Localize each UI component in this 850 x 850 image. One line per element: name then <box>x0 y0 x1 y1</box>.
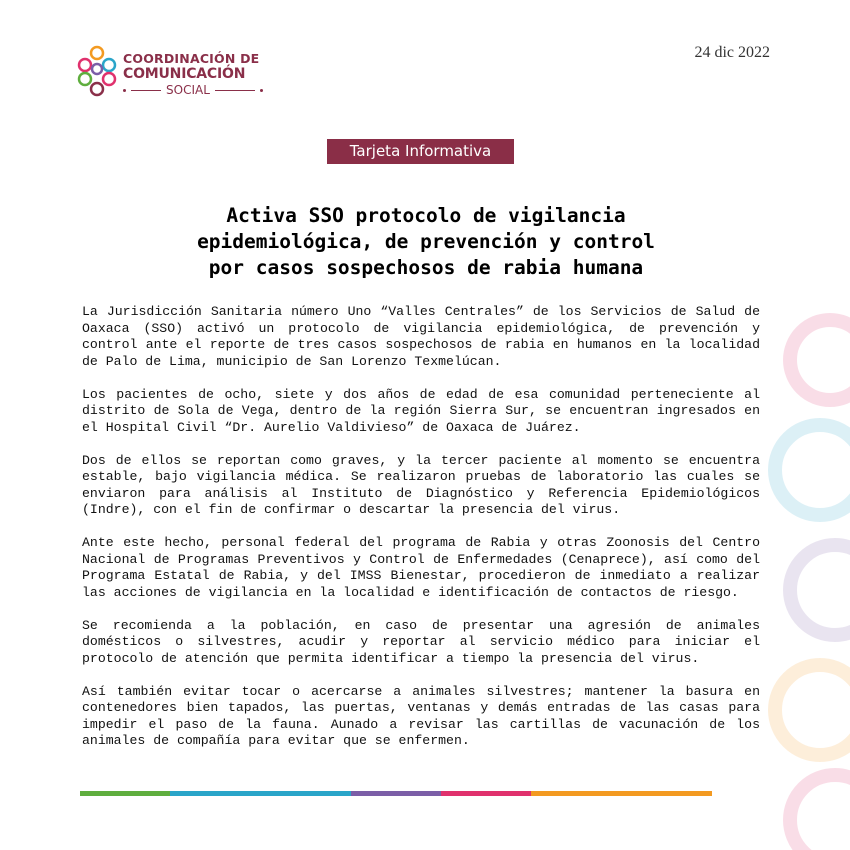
logo-icon <box>77 45 117 97</box>
document-type-badge: Tarjeta Informativa <box>327 139 514 164</box>
title-line-1: Activa SSO protocolo de vigilancia <box>226 204 626 227</box>
footer-rule-segment <box>170 791 260 796</box>
document-body <box>82 304 760 766</box>
decorative-watermark <box>720 300 850 850</box>
logo-wordmark <box>123 52 263 97</box>
footer-rule-segment <box>441 791 531 796</box>
paragraph: Se recomienda a la población, en caso de presentar una agresión de animales domésticos o silvestres, acudir y reportar al servicio médico para iniciar el protocolo de atención que permita identificar a tiempo la presencia del virus. <box>82 617 760 666</box>
footer-rule-segment <box>531 791 621 796</box>
logo-line-1: COORDINACIÓN DE <box>123 51 260 66</box>
paragraph: Ante este hecho, personal federal del programa de Rabia y otras Zoonosis del Centro Nacional de Programas Preventivos y Control de Enfermedades (Cenaprece), así como del Programa Estatal de Rabia, y del IMSS Bienestar, procedieron de inmediato a realizar las acciones de vigilancia en la localidad e identificación de contactos de riesgo. <box>82 535 760 600</box>
logo-line-2: COMUNICACIÓN <box>123 66 246 82</box>
document-date: 24 dic 2022 <box>694 44 770 61</box>
title-line-2: epidemiológica, de prevención y control <box>197 230 655 253</box>
title-line-3: por casos sospechosos de rabia humana <box>208 256 644 279</box>
footer-rule-segment <box>351 791 441 796</box>
footer-color-rule <box>80 791 712 796</box>
paragraph: Los pacientes de ocho, siete y dos años de edad de esa comunidad perteneciente al distrito de Sola de Vega, dentro de la región Sierra Sur, se encuentran ingresados en el Hospital Civil “Dr. Aurelio Valdivieso” de Oaxaca de Juárez. <box>82 386 760 435</box>
footer-rule-segment <box>622 791 712 796</box>
paragraph: Dos de ellos se reportan como graves, y la tercer paciente al momento se encuentra estable, bajo vigilancia médica. Se realizaron pruebas de laboratorio las cuales se enviaron para análisis al Instituto de Diagnóstico y Referencia Epidemiológicos (Indre), con el fin de confirmar o descartar la presencia del virus. <box>82 452 760 517</box>
footer-rule-segment <box>80 791 170 796</box>
paragraph: Así también evitar tocar o acercarse a animales silvestres; mantener la basura en contenedores bien tapados, las puertas, ventanas y demás entradas de las casas para impedir el paso de la fauna. Aunado a revisar las cartillas de vacunación de los animales de compañía para evitar que se enfermen. <box>82 683 760 748</box>
logo-dot-left <box>123 89 126 92</box>
logo-dot-right <box>260 89 263 92</box>
logo-rule-right <box>215 90 255 91</box>
footer-rule-segment <box>261 791 351 796</box>
logo-rule-left <box>131 90 161 91</box>
paragraph: La Jurisdicción Sanitaria número Uno “Valles Centrales” de los Servicios de Salud de Oaxaca (SSO) activó un protocolo de vigilancia epidemiológica, de prevención y control ante el reporte de tres casos sospechosos de rabia en humanos en la localidad de Palo de Lima, municipio de San Lorenzo Texmelúcan. <box>82 304 760 369</box>
logo-line-3-text: SOCIAL <box>166 83 210 97</box>
document-title <box>120 203 732 281</box>
logo-line-3 <box>123 83 263 97</box>
